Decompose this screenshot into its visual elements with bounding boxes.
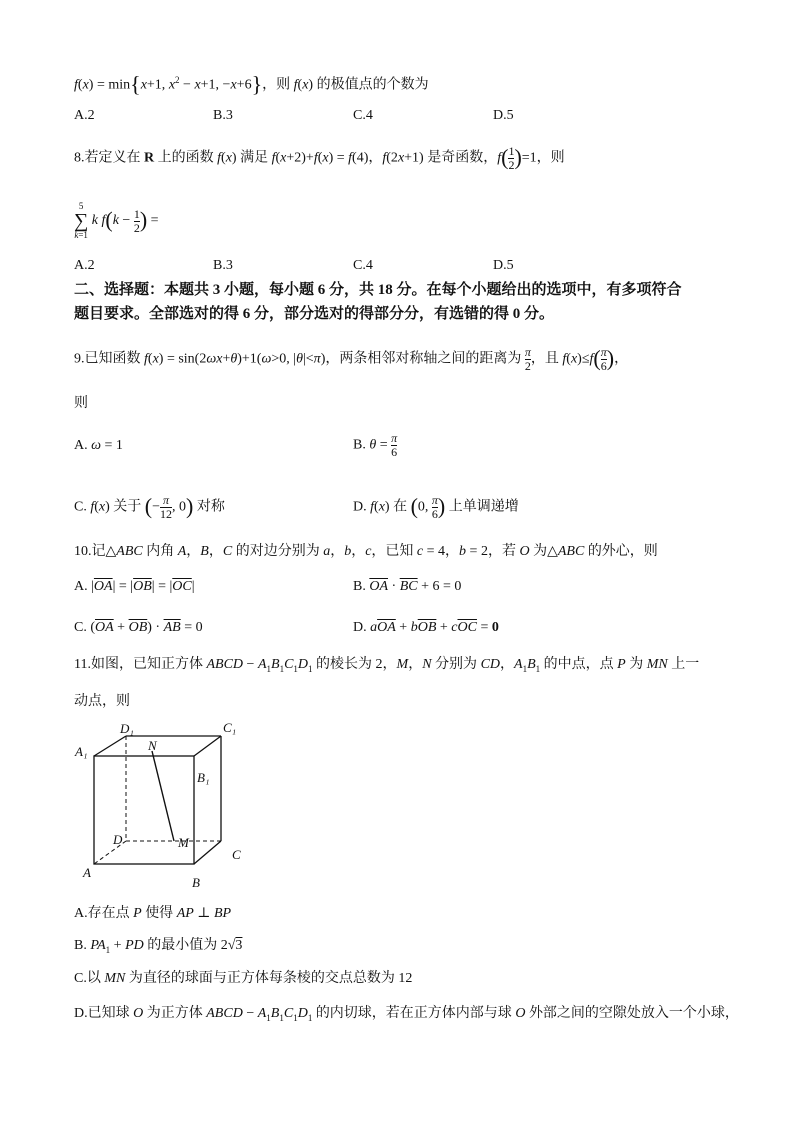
label-m: M (178, 835, 189, 850)
q7-option-d: D.5 (493, 108, 514, 123)
q9-option-c: C. f(x) 关于 (− $\frac{\pi}{12}$ , 0) 对称 (74, 493, 225, 521)
label-c1: C₁ (223, 720, 237, 735)
q11-stem-line2: 动点，则 (74, 694, 130, 709)
segment-mn (152, 751, 174, 841)
q9-option-b: B. θ = $\frac{\pi}{6}$ (353, 431, 398, 459)
label-a1: A₁ (75, 744, 88, 759)
section2-heading-line2: 题目要求。全部选对的得 6 分，部分选对的得部分分，有选错的得 0 分。 (74, 306, 555, 322)
cube-edge (194, 736, 221, 756)
q11-option-b: B. $PA_1$ + PD 的最小值为 2√3 (74, 938, 243, 955)
q7-option-b: B.3 (213, 108, 233, 123)
cube-edge (194, 841, 221, 864)
q8-option-d: D.5 (493, 258, 514, 273)
q9-option-a: A. ω = 1 (74, 438, 123, 453)
q8-option-c: C.4 (353, 258, 373, 273)
q8-formula: 5 ∑ k=1 k f(k − $\frac{1}{2}$ ) = (74, 201, 159, 240)
label-d: D (113, 832, 123, 847)
q11-option-c: C.以 MN 为直径的球面与正方体每条棱的交点总数为 12 (74, 971, 413, 986)
q10-option-a: A. $|\overline{OA}| = |\overline{OB}| = |\overline{OC}|$ (74, 579, 195, 594)
q9-then: 则 (74, 396, 88, 411)
q10-option-d: D. $a\overline{OA} + b\overline{OB} + c\overline{OC} = 0$ (353, 620, 499, 635)
cube-edge (94, 736, 126, 756)
q8-option-a: A.2 (74, 258, 95, 273)
label-a: A (83, 865, 91, 880)
label-b: B (192, 875, 200, 890)
q9-option-d: D. f(x) 在 (0, $\frac{\pi}{6}$ ) 上单调递增 (353, 493, 519, 521)
q11-option-d: D.已知球 O 为正方体 ABCD − $A_1B_1C_1D_1$ 的内切球，若在正方体内部与球 O 外部之间的空隙处放入一个小球， (74, 1006, 739, 1023)
q7-option-a: A.2 (74, 108, 95, 123)
section2-heading-line1: 二、选择题：本题共 3 小题，每小题 6 分，共 18 分。在每个小题给出的选项中，有多项符合 (74, 282, 682, 298)
q8-option-b: B.3 (213, 258, 233, 273)
q11-option-a: A.存在点 P 使得 AP ⊥ BP (74, 906, 232, 921)
q11-stem-line1: 11.如图，已知正方体 ABCD − $A_1B_1C_1D_1$ 的棱长为 2，M，N 分别为 CD，$A_1B_1$ 的中点，点 P 为 MN 上一 (74, 657, 700, 674)
cube-figure (70, 718, 250, 893)
q10-option-c: C. $(\overline{OA} + \overline{OB}) \cdot \overline{AB} = 0$ (74, 620, 203, 635)
q10-option-b: B. $\overline{OA} \cdot \overline{BC} + 6 = 0$ (353, 579, 462, 594)
label-d1: D₁ (120, 721, 134, 736)
q7-stem: f(x) = min{x+1, $x^2 - x+1$, −x+6}，则 f(x) 的极值点的个数为 (74, 71, 429, 97)
label-c: C (232, 847, 241, 862)
q9-stem: 9.已知函数 f(x) = sin(2ωx+θ)+1(ω>0, |θ|<π)，两条相邻对称轴之间的距离为 $\frac{\pi}{2}$ ，且 f(x)≤f( $\frac{\pi}{6}$ )， (74, 345, 629, 373)
q7-option-c: C.4 (353, 108, 373, 123)
q10-stem: 10.记△ABC 内角 A，B，C 的对边分别为 a，b，c，已知 c = 4，b = 2，若 O 为△ABC 的外心，则 (74, 544, 658, 559)
label-n: N (148, 738, 157, 753)
label-b1: B₁ (197, 770, 210, 785)
q8-stem: 8.若定义在 R 上的函数 f(x) 满足 f(x+2)+f(x) = f(4)，f(2x+1) 是奇函数，f( $\frac{1}{2}$ )=1，则 (74, 144, 565, 172)
